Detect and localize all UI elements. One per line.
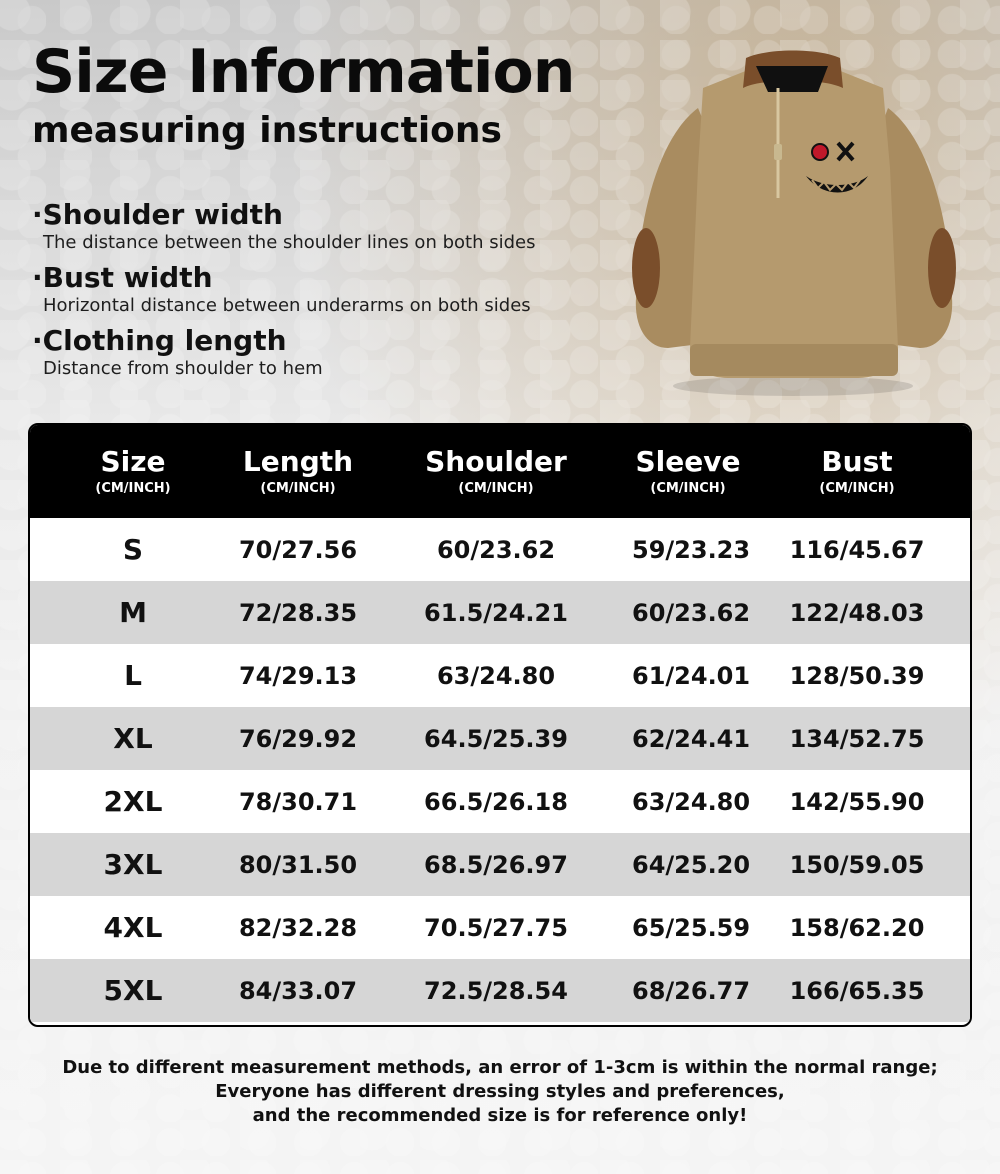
instruction-description: The distance between the shoulder lines on both sides — [43, 232, 536, 253]
column-header-length — [236, 425, 360, 518]
cell-sleeve: 65/25.59 — [632, 913, 751, 942]
instruction-description: Horizontal distance between underarms on both sides — [43, 295, 531, 316]
cell-sleeve: 64/25.20 — [632, 850, 751, 879]
cell-length: 74/29.13 — [238, 661, 358, 690]
table-row — [30, 770, 970, 833]
cell-size: 4XL — [103, 911, 163, 944]
cell-sleeve: 61/24.01 — [632, 661, 751, 690]
cell-bust: 158/62.20 — [789, 913, 925, 942]
cell-bust: 122/48.03 — [789, 598, 925, 627]
cell-sleeve: 68/26.77 — [632, 976, 751, 1005]
cell-size: M — [119, 596, 147, 629]
cell-shoulder: 72.5/28.54 — [424, 976, 568, 1005]
table-header — [30, 425, 970, 518]
cell-shoulder: 64.5/25.39 — [424, 724, 568, 753]
column-unit: (CM/INCH) — [260, 480, 336, 496]
instruction-name: ·Clothing length — [32, 324, 287, 357]
cell-size: XL — [113, 722, 153, 755]
cell-sleeve: 63/24.80 — [632, 787, 751, 816]
cell-sleeve: 60/23.62 — [632, 598, 751, 627]
page-title: Size Information — [32, 37, 575, 107]
column-label: Bust — [821, 444, 893, 478]
disclaimer-line: Due to different measurement methods, an error of 1-3cm is within the normal range; — [62, 1057, 938, 1078]
table-row — [30, 644, 970, 707]
cell-bust: 134/52.75 — [789, 724, 925, 753]
table-row — [30, 581, 970, 644]
cell-bust: 150/59.05 — [789, 850, 925, 879]
cell-shoulder: 66.5/26.18 — [424, 787, 568, 816]
column-label: Size — [100, 444, 166, 478]
column-header-bust — [744, 425, 970, 518]
cell-shoulder: 70.5/27.75 — [424, 913, 568, 942]
measuring-instructions — [32, 198, 632, 387]
instruction-name: ·Bust width — [32, 261, 213, 294]
disclaimer — [0, 1056, 1000, 1128]
column-header-size — [30, 425, 236, 518]
cell-size: 5XL — [103, 974, 163, 1007]
table-row — [30, 518, 970, 581]
cell-bust: 116/45.67 — [789, 535, 925, 564]
table-row — [30, 833, 970, 896]
column-label: Length — [242, 444, 354, 478]
cell-length: 78/30.71 — [238, 787, 358, 816]
cell-length: 72/28.35 — [238, 598, 358, 627]
cell-size: 3XL — [103, 848, 163, 881]
cell-bust: 128/50.39 — [789, 661, 925, 690]
column-label: Shoulder — [425, 444, 567, 478]
page-subtitle: measuring instructions — [32, 110, 502, 151]
instruction-description: Distance from shoulder to hem — [43, 358, 323, 379]
column-header-shoulder — [360, 425, 632, 518]
cell-length: 80/31.50 — [238, 850, 358, 879]
cell-bust: 166/65.35 — [789, 976, 925, 1005]
column-unit: (CM/INCH) — [819, 480, 895, 496]
column-header-sleeve — [632, 425, 744, 518]
instruction-item — [32, 324, 632, 379]
cell-bust: 142/55.90 — [789, 787, 925, 816]
column-label: Sleeve — [635, 444, 741, 478]
cell-size: S — [122, 533, 144, 566]
disclaimer-line: Everyone has different dressing styles and preferences, — [215, 1081, 785, 1102]
table-row — [30, 896, 970, 959]
instruction-item — [32, 261, 632, 316]
cell-shoulder: 63/24.80 — [436, 661, 556, 690]
column-unit: (CM/INCH) — [458, 480, 534, 496]
cell-shoulder: 60/23.62 — [436, 535, 556, 564]
cell-sleeve: 59/23.23 — [632, 535, 751, 564]
instruction-item — [32, 198, 632, 253]
header — [32, 36, 574, 154]
cell-length: 76/29.92 — [238, 724, 358, 753]
instruction-name: ·Shoulder width — [32, 198, 283, 231]
column-unit: (CM/INCH) — [95, 480, 171, 496]
column-unit: (CM/INCH) — [650, 480, 726, 496]
size-table — [28, 423, 972, 1027]
table-row — [30, 959, 970, 1022]
cell-length: 84/33.07 — [238, 976, 358, 1005]
cell-size: L — [124, 659, 142, 692]
cell-shoulder: 61.5/24.21 — [424, 598, 568, 627]
disclaimer-line: and the recommended size is for reference only! — [252, 1105, 748, 1126]
cell-length: 70/27.56 — [238, 535, 358, 564]
table-row — [30, 707, 970, 770]
cell-shoulder: 68.5/26.97 — [424, 850, 568, 879]
cell-sleeve: 62/24.41 — [632, 724, 751, 753]
cell-length: 82/32.28 — [238, 913, 358, 942]
cell-size: 2XL — [103, 785, 163, 818]
product-sweatshirt-image — [628, 48, 958, 398]
